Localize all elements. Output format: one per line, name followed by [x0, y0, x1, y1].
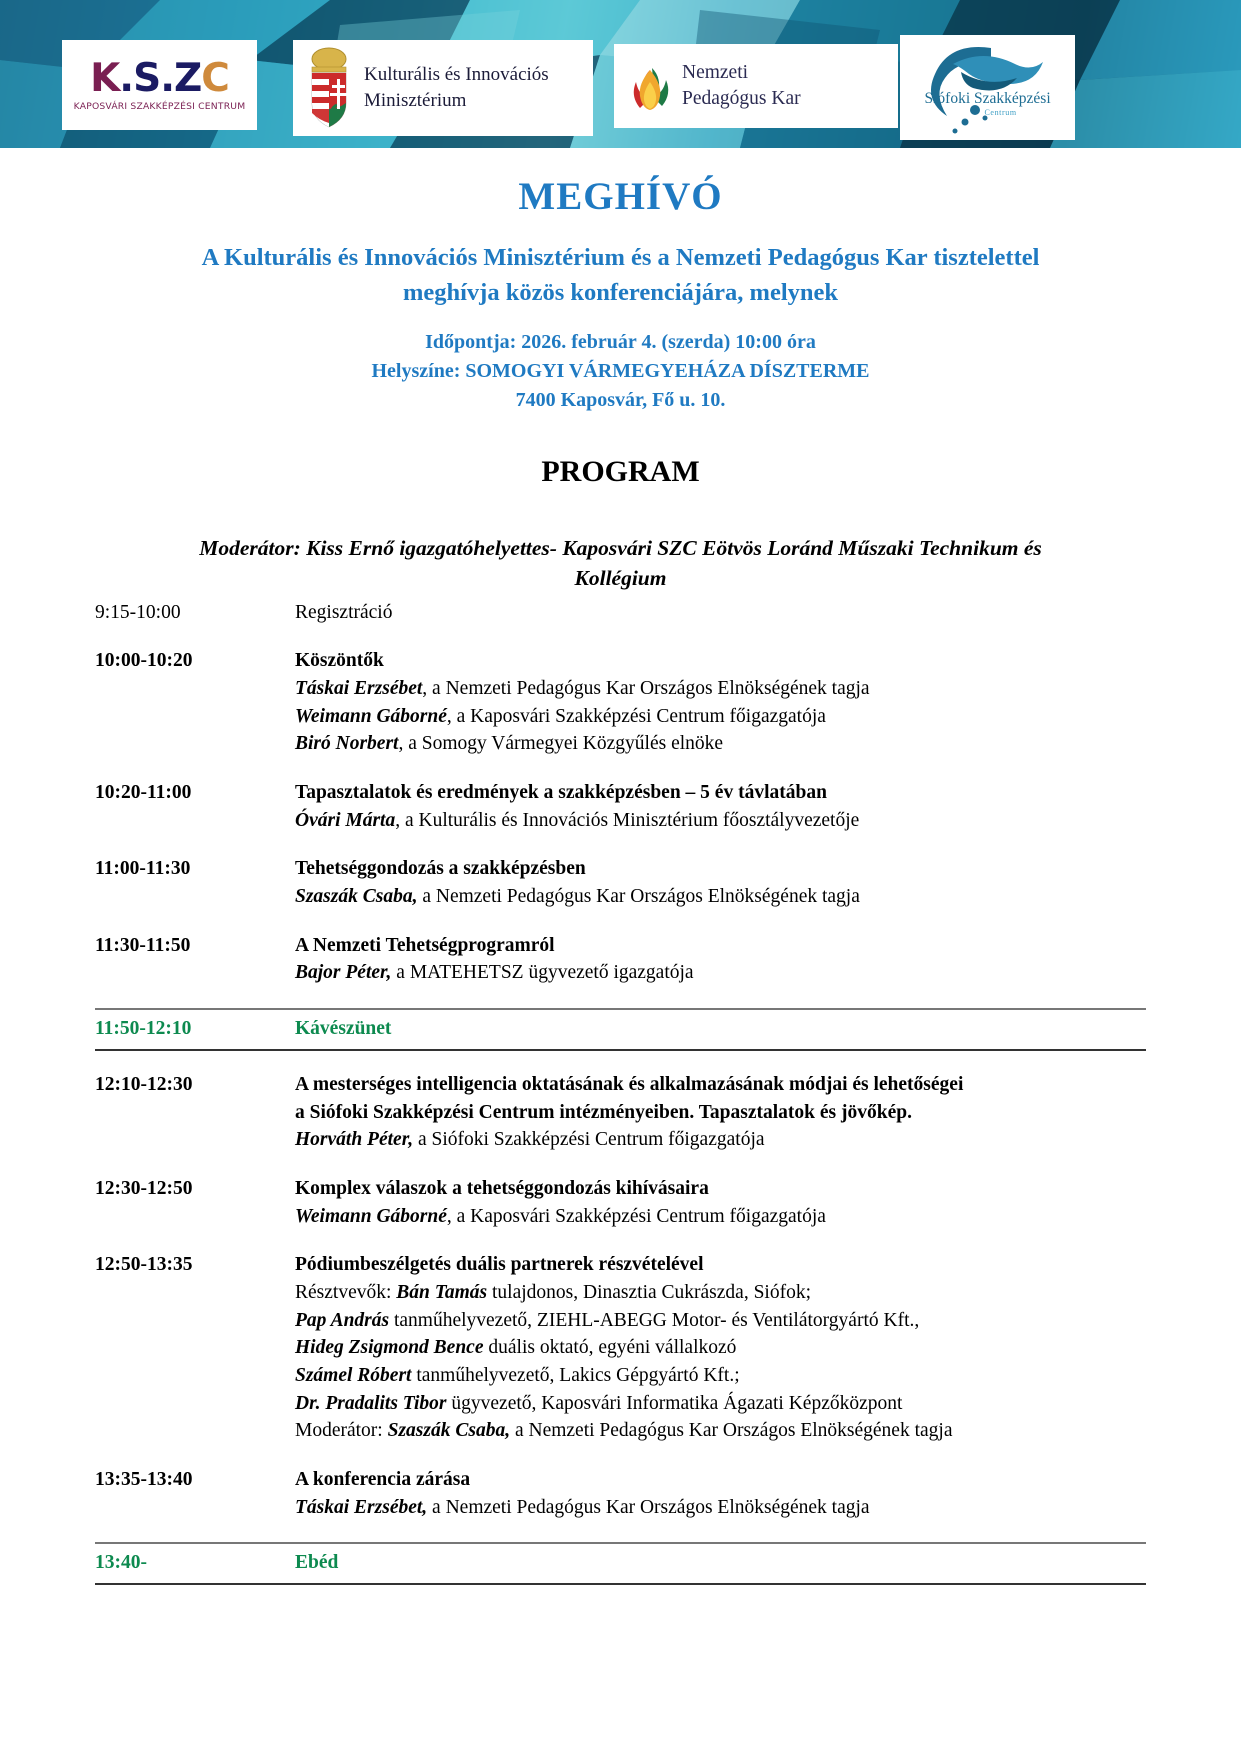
- npk-logo-text: [682, 60, 801, 113]
- program-row-time: 11:30-11:50: [95, 934, 191, 956]
- program-row-time: 12:30-12:50: [95, 1177, 193, 1199]
- program-rows-before-break: [95, 599, 1146, 988]
- speaker-role: , a Nemzeti Pedagógus Kar Országos Elnökségének tagja: [422, 677, 870, 699]
- program-speaker: [295, 730, 1146, 758]
- moderator-line1: Moderátor: Kiss Ernő igazgatóhelyettes- Kaposvári SZC Eötvös Loránd Műszaki Technikum és: [199, 535, 1042, 560]
- program-row-title: A konferencia zárása: [295, 1469, 471, 1491]
- moderator-line2: Kollégium: [574, 566, 667, 591]
- speaker-name: Szaszák Csaba,: [295, 886, 418, 908]
- speaker-name: Weimann Gáborné: [295, 1205, 447, 1227]
- program-row-time: 9:15-10:00: [95, 601, 181, 623]
- kszc-acronym: [74, 55, 246, 101]
- speaker-role: , a Kulturális és Innovációs Minisztérium főosztályvezetője: [395, 809, 860, 831]
- invitation-subtitle: [95, 241, 1146, 311]
- invitation-subtitle-line1: A Kulturális és Innovációs Minisztérium és a Nemzeti Pedagógus Kar tisztelettel: [201, 244, 1040, 271]
- siofok-logo-line1: Siófoki Szakképzési: [924, 89, 1051, 107]
- siofok-wave-icon: [913, 38, 1063, 138]
- program-speaker: [295, 1203, 1146, 1231]
- program-row-content: [295, 1071, 1146, 1154]
- speaker-name: Táskai Erzsébet,: [295, 1496, 428, 1518]
- program-speaker: [295, 1390, 1146, 1418]
- program-speaker: [295, 675, 1146, 703]
- program-speaker: [295, 1307, 1146, 1335]
- program-speaker: [295, 1417, 1146, 1445]
- program-row-title: Tehetséggondozás a szakképzésben: [295, 858, 586, 880]
- program-schedule: [95, 599, 1146, 1586]
- program-row-time: 10:20-11:00: [95, 782, 192, 804]
- program-row-time: 10:00-10:20: [95, 650, 193, 672]
- program-row: [95, 855, 1146, 910]
- speaker-role: , a Kaposvári Szakképzési Centrum főigazgatója: [446, 705, 826, 727]
- speaker-name: Bán Tamás: [396, 1281, 488, 1303]
- break-label: Kávészünet: [295, 1018, 392, 1040]
- speaker-name: Hideg Zsigmond Bence: [295, 1337, 484, 1359]
- speaker-role: a Nemzeti Pedagógus Kar Országos Elnökségének tagja: [417, 886, 860, 908]
- program-speaker: [295, 1362, 1146, 1390]
- speaker-prefix: Moderátor:: [295, 1420, 388, 1442]
- npk-logo-line2: Pedagógus Kar: [682, 88, 801, 109]
- speaker-role: a Nemzeti Pedagógus Kar Országos Elnökségének tagja: [427, 1496, 870, 1518]
- speaker-name: Weimann Gáborné: [295, 705, 447, 727]
- program-rows-after-break: [95, 1071, 1146, 1522]
- speaker-name: Bajor Péter,: [295, 962, 392, 984]
- speaker-prefix: Résztvevők:: [295, 1281, 397, 1303]
- program-speaker: [295, 807, 1146, 835]
- speaker-name: Dr. Pradalits Tibor: [295, 1392, 447, 1414]
- flame-icon: [628, 56, 672, 116]
- speaker-role: tanműhelyvezető, ZIEHL-ABEGG Motor- és Ventilátorgyártó Kft.,: [389, 1309, 920, 1331]
- program-heading: PROGRAM: [541, 454, 700, 488]
- program-row-title: Regisztráció: [295, 601, 393, 623]
- program-row-time: 12:50-13:35: [95, 1254, 193, 1276]
- program-row: [95, 932, 1146, 987]
- program-row-time: 11:00-11:30: [95, 858, 191, 880]
- program-row: [95, 1071, 1146, 1154]
- program-row: [95, 779, 1146, 834]
- program-row-content: [295, 932, 1146, 987]
- kszc-acronym-part1: K: [90, 55, 120, 101]
- kszc-acronym-part2: .S.Z: [119, 55, 202, 101]
- ministry-logo-line2: Minisztérium: [364, 90, 467, 111]
- npk-logo: [614, 44, 898, 128]
- program-speaker: [295, 703, 1146, 731]
- speaker-name: Biró Norbert: [295, 733, 399, 755]
- header-banner: [0, 0, 1241, 148]
- event-address: 7400 Kaposvár, Fő u. 10.: [515, 388, 726, 411]
- program-speaker: [295, 959, 1146, 987]
- program-speaker: [295, 1279, 1146, 1307]
- break-row-lunch: [95, 1542, 1146, 1585]
- speaker-name: Táskai Erzsébet: [295, 677, 423, 699]
- speaker-name: Pap András: [295, 1309, 390, 1331]
- kszc-logo: [62, 40, 257, 130]
- program-row-content: [295, 647, 1146, 758]
- speaker-role: duális oktató, egyéni vállalkozó: [483, 1337, 737, 1359]
- event-date: Időpontja: 2026. február 4. (szerda) 10:00 óra: [425, 330, 816, 353]
- ministry-logo-line1: Kulturális és Innovációs: [364, 64, 549, 86]
- program-row-content: [295, 599, 1146, 627]
- speaker-role: tanműhelyvezető, Lakics Gépgyártó Kft.;: [411, 1365, 740, 1387]
- program-row-content: [295, 855, 1146, 910]
- program-row-title: Köszöntők: [295, 650, 384, 672]
- invitation-subtitle-line2: meghívja közös konferenciájára, melynek: [402, 278, 839, 306]
- break-time: 11:50-12:10: [95, 1018, 192, 1040]
- program-speaker: [295, 883, 1146, 911]
- speaker-role: , a Kaposvári Szakképzési Centrum főigazgatója: [446, 1205, 826, 1227]
- event-details: [95, 328, 1146, 415]
- program-row-content: [295, 1466, 1146, 1521]
- ministry-logo: [293, 40, 593, 136]
- lunch-label: Ebéd: [295, 1552, 339, 1574]
- moderator-line: [95, 533, 1146, 594]
- break-row-coffee: [95, 1008, 1146, 1051]
- event-venue: Helyszíne: SOMOGYI VÁRMEGYEHÁZA DÍSZTERME: [371, 359, 870, 382]
- siofok-logo: [900, 35, 1075, 140]
- kszc-subtitle: KAPOSVÁRI SZAKKÉPZÉSI CENTRUM: [73, 100, 246, 112]
- program-speaker: [295, 1334, 1146, 1362]
- speaker-role: tulajdonos, Dinasztia Cukrászda, Siófok;: [487, 1281, 812, 1303]
- program-row-content: [295, 1251, 1146, 1445]
- ministry-logo-text: [364, 62, 549, 113]
- program-row-time: 12:10-12:30: [95, 1073, 193, 1095]
- program-row: [95, 1175, 1146, 1230]
- speaker-role: a Nemzeti Pedagógus Kar Országos Elnökségének tagja: [510, 1420, 953, 1442]
- program-row-title: a Siófoki Szakképzési Centrum intézményeiben. Tapasztalatok és jövőkép.: [295, 1101, 912, 1123]
- npk-logo-line1: Nemzeti: [682, 61, 749, 83]
- program-row-content: [295, 1175, 1146, 1230]
- program-row: [95, 647, 1146, 758]
- page-title: MEGHÍVÓ: [518, 175, 723, 218]
- hungarian-coat-of-arms-icon: [303, 47, 355, 129]
- program-row: [95, 599, 1146, 627]
- speaker-name: Horváth Péter,: [295, 1129, 414, 1151]
- lunch-time: 13:40-: [95, 1552, 147, 1574]
- program-speaker: [295, 1494, 1146, 1522]
- program-row-content: [295, 779, 1146, 834]
- program-speaker: [295, 1126, 1146, 1154]
- program-row-title: A Nemzeti Tehetségprogramról: [295, 934, 555, 956]
- program-row: [95, 1466, 1146, 1521]
- document-body: [0, 174, 1241, 1585]
- speaker-role: ügyvezető, Kaposvári Informatika Ágazati Képzőközpont: [446, 1392, 903, 1414]
- speaker-name: Szaszák Csaba,: [387, 1420, 511, 1442]
- program-row-title: Pódiumbeszélgetés duális partnerek részvételével: [295, 1254, 704, 1276]
- speaker-name: Óvári Márta: [295, 809, 396, 831]
- speaker-role: a MATEHETSZ ügyvezető igazgatója: [391, 962, 694, 984]
- speaker-name: Számel Róbert: [295, 1365, 412, 1387]
- speaker-role: a Siófoki Szakképzési Centrum főigazgatója: [413, 1129, 765, 1151]
- program-row-title: A mesterséges intelligencia oktatásának és alkalmazásának módjai és lehetőségei: [295, 1073, 964, 1095]
- speaker-role: , a Somogy Vármegyei Közgyűlés elnöke: [398, 733, 724, 755]
- program-row-title: Komplex válaszok a tehetséggondozás kihívásaira: [295, 1177, 709, 1199]
- siofok-logo-line2: Centrum: [984, 107, 1017, 117]
- kszc-acronym-part3: C: [201, 55, 229, 101]
- program-row-time: 13:35-13:40: [95, 1469, 193, 1491]
- program-row-title: Tapasztalatok és eredmények a szakképzésben – 5 év távlatában: [295, 782, 827, 804]
- program-row: [95, 1251, 1146, 1445]
